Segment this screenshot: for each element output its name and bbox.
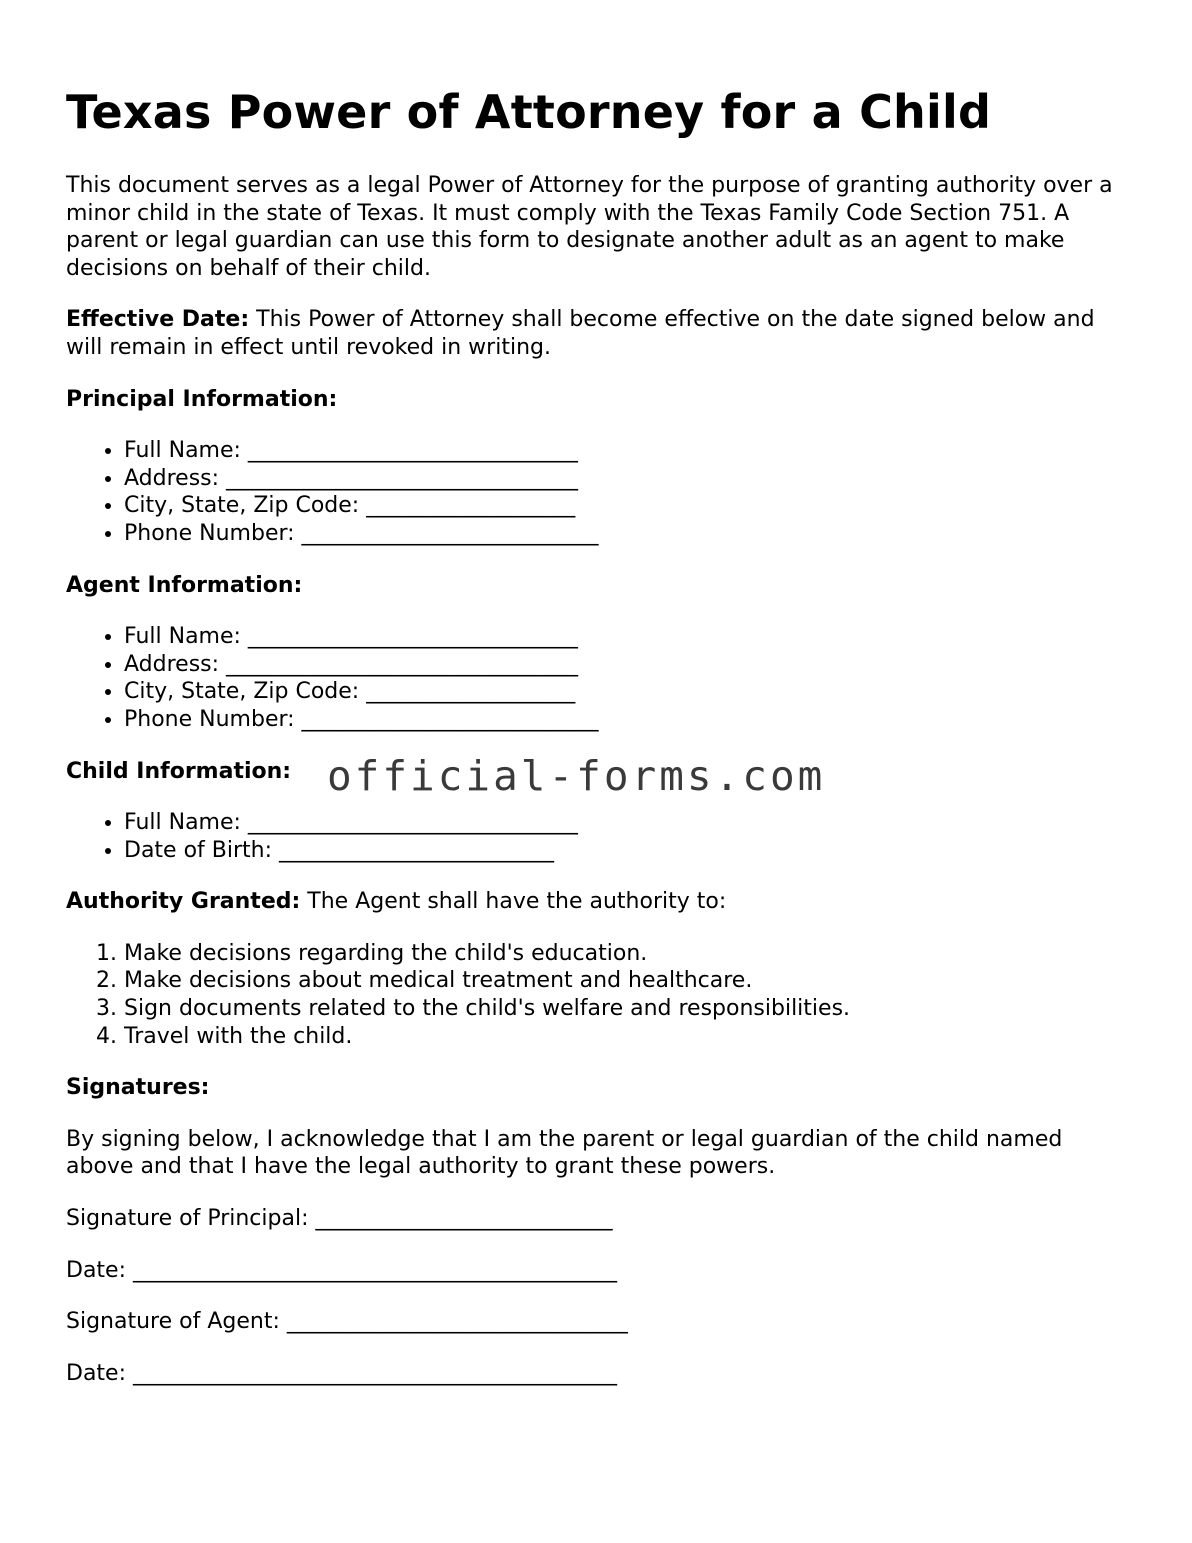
authority-label: Authority Granted: bbox=[66, 889, 301, 915]
authority-list bbox=[66, 940, 1136, 1050]
blank-line[interactable]: ___________________________ bbox=[301, 706, 599, 732]
agent-list bbox=[66, 623, 1136, 733]
principal-full-name: • Full Name: ______________________________ bbox=[124, 437, 1136, 465]
document-title: Texas Power of Attorney for a Child bbox=[66, 85, 992, 139]
agent-full-name: • Full Name: ______________________________ bbox=[124, 623, 1136, 651]
agent-city-state-zip: • City, State, Zip Code: ___________________ bbox=[124, 678, 1136, 706]
child-list bbox=[66, 809, 1136, 864]
intro-paragraph: This document serves as a legal Power of Attorney for the purpose of granting authority over a minor child in the state of Texas. It must comply with the Texas Family Code Section 751. A parent or legal guardian can use this form to designate another adult as an agent to make decisions on behalf of their child. bbox=[66, 173, 1113, 281]
blank-line[interactable]: ________________________________ bbox=[226, 465, 579, 491]
blank-line[interactable]: _________________________ bbox=[279, 837, 554, 863]
blank-line[interactable]: ______________________________ bbox=[247, 624, 578, 650]
blank-line[interactable]: ____________________________________________ bbox=[133, 1257, 617, 1283]
agent-heading: Agent Information: bbox=[66, 572, 303, 598]
effective-date-text: This Power of Attorney shall become effective on the date signed below and will remain in effect until revoked in writing. bbox=[66, 307, 1095, 360]
agent-address: • Address: ________________________________ bbox=[124, 651, 1136, 679]
blank-line[interactable]: ___________________________ bbox=[315, 1206, 613, 1232]
acknowledgement-paragraph: By signing below, I acknowledge that I am the parent or legal guardian of the child named above and that I have the legal authority to grant these powers. bbox=[66, 1126, 1063, 1180]
blank-line[interactable]: ____________________________________________ bbox=[133, 1360, 617, 1386]
child-date-of-birth: • Date of Birth: _________________________ bbox=[124, 837, 1136, 865]
effective-date-label: Effective Date: bbox=[66, 307, 250, 333]
agent-phone: • Phone Number: ___________________________ bbox=[124, 706, 1136, 734]
principal-date-line: Date: ____________________________________________ bbox=[66, 1257, 617, 1283]
signature-agent-line: Signature of Agent: _______________________________ bbox=[66, 1309, 628, 1335]
child-full-name: • Full Name: ______________________________ bbox=[124, 809, 1136, 837]
principal-address: • Address: ________________________________ bbox=[124, 465, 1136, 493]
blank-line[interactable]: _______________________________ bbox=[286, 1309, 628, 1335]
document-page bbox=[66, 0, 1136, 1387]
child-heading: Child Information: bbox=[66, 758, 292, 784]
effective-date-paragraph bbox=[66, 306, 1136, 361]
authority-item: 4. Travel with the child. bbox=[124, 1023, 1136, 1051]
blank-line[interactable]: ___________________ bbox=[366, 493, 576, 519]
authority-item: 3. Sign documents related to the child's welfare and responsibilities. bbox=[124, 995, 1136, 1023]
principal-list bbox=[66, 437, 1136, 547]
principal-city-state-zip: • City, State, Zip Code: ___________________ bbox=[124, 492, 1136, 520]
signature-principal-line: Signature of Principal: ___________________________ bbox=[66, 1206, 613, 1232]
blank-line[interactable]: ______________________________ bbox=[247, 438, 578, 464]
agent-date-line: Date: ____________________________________________ bbox=[66, 1360, 617, 1386]
blank-line[interactable]: ___________________________ bbox=[301, 520, 599, 546]
authority-paragraph bbox=[66, 888, 1136, 916]
blank-line[interactable]: ________________________________ bbox=[226, 651, 579, 677]
blank-line[interactable]: ___________________ bbox=[366, 679, 576, 705]
blank-line[interactable]: ______________________________ bbox=[247, 810, 578, 836]
authority-text: The Agent shall have the authority to: bbox=[300, 889, 727, 915]
signatures-heading: Signatures: bbox=[66, 1075, 210, 1101]
authority-item: 2. Make decisions about medical treatment and healthcare. bbox=[124, 967, 1136, 995]
authority-item: 1. Make decisions regarding the child's education. bbox=[124, 940, 1136, 968]
principal-phone: • Phone Number: ___________________________ bbox=[124, 520, 1136, 548]
watermark: official-forms.com bbox=[327, 752, 826, 800]
principal-heading: Principal Information: bbox=[66, 386, 338, 412]
